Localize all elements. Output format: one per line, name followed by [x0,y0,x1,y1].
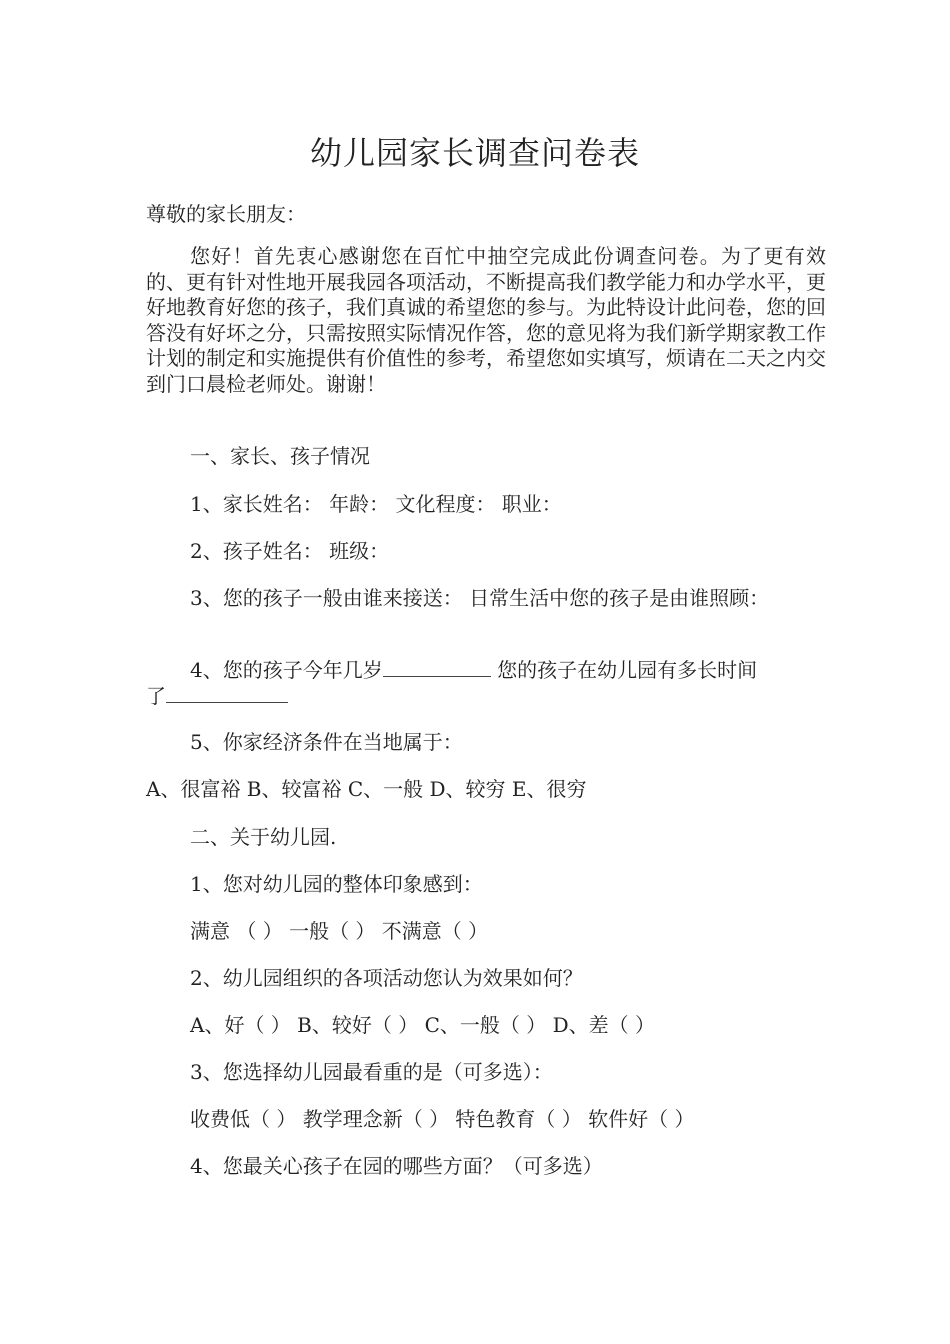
question-1-4-part-b: 您的孩子在幼儿园有多长时间 [497,658,758,682]
question-2-3: 3、您选择幼儿园最看重的是（可多选）： [190,1060,553,1084]
question-1-1: 1、家长姓名： 年龄： 文化程度： 职业： [190,492,562,516]
page-title: 幼儿园家长调查问卷表 [309,134,640,172]
question-2-2-options: A、好（ ） B、较好（ ） C、一般（ ） D、差（ ） [190,1013,655,1037]
question-1-3: 3、您的孩子一般由谁来接送： 日常生活中您的孩子是由谁照顾： [190,586,770,610]
question-2-1-options: 满意 （ ） 一般（ ） 不满意（ ） [190,919,489,943]
section-2-heading: 二、关于幼儿园. [190,825,337,849]
question-1-2: 2、孩子姓名： 班级： [190,539,390,563]
section-1-heading: 一、家长、孩子情况 [190,444,370,468]
question-2-2: 2、幼儿园组织的各项活动您认为效果如何？ [190,966,583,990]
question-1-4 [190,654,757,683]
question-1-4-part-c: 了 [146,684,166,708]
salutation: 尊敬的家长朋友： [146,202,306,226]
question-1-4-continued [146,680,288,709]
question-1-5: 5、你家经济条件在当地属于： [190,730,463,754]
question-2-3-options: 收费低（ ） 教学理念新（ ） 特色教育（ ） 软件好（ ） [190,1107,695,1131]
intro-paragraph: 您好！首先衷心感谢您在百忙中抽空完成此份调查问卷。为了更有效的、更有针对性地开展我园各项活动，不断提高我们教学能力和办学水平，更好地教育好您的孩子，我们真诚的希望您的参与。为此特设计此问卷，您的回答没有好坏之分，只需按照实际情况作答，您的意见将为我们新学期家教工作计划的制定和实施提供有价值性的参考，希望您如实填写，烦请在二天之内交到门口晨检老师处。谢谢！ [146,244,826,396]
question-2-1: 1、您对幼儿园的整体印象感到： [190,872,483,896]
question-2-4: 4、您最关心孩子在园的哪些方面？（可多选） [190,1154,603,1178]
question-1-5-options: A、很富裕 B、较富裕 C、一般 D、较穷 E、很穷 [146,777,587,801]
age-answer-blank[interactable] [383,656,491,677]
question-1-4-part-a: 4、您的孩子今年几岁 [190,658,383,682]
duration-answer-blank[interactable] [166,682,288,703]
